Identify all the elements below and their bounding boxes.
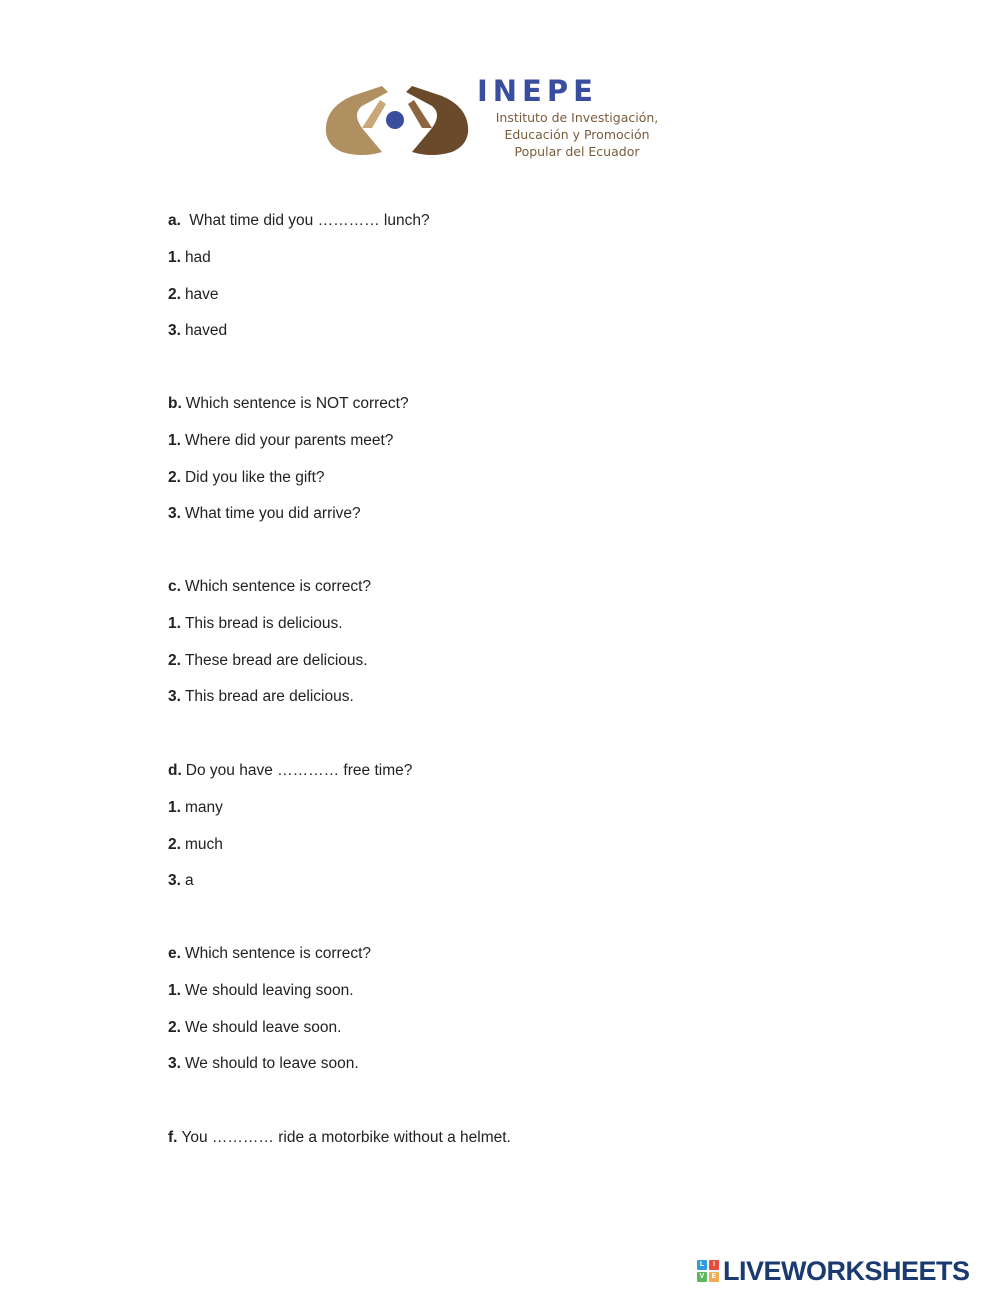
option-a-2[interactable] [168,286,219,304]
option-text: We should leaving soon. [184,982,354,999]
option-d-1[interactable] [168,799,223,817]
question-text: You ………… ride a motorbike without a helmet. [181,1129,511,1146]
option-number: 1. [168,799,181,816]
logo-subtitle-line-1: Instituto de Investigación, [495,110,659,125]
question-text: Which sentence is correct? [184,578,372,595]
badge-letter-i: I [709,1260,719,1270]
option-number: 3. [168,322,181,339]
option-number: 1. [168,432,181,449]
question-text: Which sentence is correct? [184,945,372,962]
option-number: 3. [168,1055,181,1072]
question-c [168,578,371,596]
option-text: Did you like the gift? [184,469,325,486]
option-a-1[interactable] [168,249,211,267]
option-text: These bread are delicious. [184,652,368,669]
option-number: 2. [168,652,181,669]
option-number: 1. [168,615,181,632]
question-f [168,1129,511,1147]
option-text: many [184,799,223,816]
question-label: c. [168,578,181,595]
logo-subtitle-line-3: Popular del Ecuador [514,144,640,159]
question-label: d. [168,762,182,779]
hands-emblem-icon [322,78,472,164]
question-d [168,762,412,780]
question-text: Which sentence is NOT correct? [185,395,409,412]
option-number: 2. [168,469,181,486]
option-text: This bread is delicious. [184,615,343,632]
option-text: This bread are delicious. [184,688,354,705]
option-number: 2. [168,836,181,853]
option-text: haved [184,322,228,339]
liveworksheets-logo [697,1256,970,1286]
option-number: 1. [168,982,181,999]
live-badge-icon [697,1260,719,1282]
option-e-2[interactable] [168,1019,341,1037]
option-number: 3. [168,505,181,522]
option-e-1[interactable] [168,982,354,1000]
question-b [168,395,409,413]
option-text: much [184,836,223,853]
option-text: What time you did arrive? [184,505,361,522]
liveworksheets-brand: LIVEWORKSHEETS [723,1255,970,1286]
question-a [168,212,430,230]
question-label: e. [168,945,181,962]
question-text: Do you have ………… free time? [185,762,413,779]
option-number: 3. [168,688,181,705]
option-text: have [184,286,219,303]
inepe-logo [322,72,682,164]
option-number: 1. [168,249,181,266]
badge-letter-e: E [709,1272,719,1282]
logo-title: INEPE [477,74,598,108]
option-c-1[interactable] [168,615,343,633]
option-d-3[interactable] [168,872,194,890]
option-c-2[interactable] [168,652,368,670]
logo-subtitle-line-2: Educación y Promoción [504,127,650,142]
option-number: 3. [168,872,181,889]
badge-letter-v: V [697,1272,707,1282]
option-b-1[interactable] [168,432,393,450]
option-text: had [184,249,211,266]
option-e-3[interactable] [168,1055,359,1073]
option-text: a [184,872,194,889]
option-a-3[interactable] [168,322,227,340]
option-b-3[interactable] [168,505,361,523]
question-label: b. [168,395,182,412]
option-text: We should to leave soon. [184,1055,359,1072]
option-b-2[interactable] [168,469,325,487]
option-number: 2. [168,1019,181,1036]
option-c-3[interactable] [168,688,354,706]
question-e [168,945,371,963]
option-text: We should leave soon. [184,1019,342,1036]
option-text: Where did your parents meet? [184,432,394,449]
question-label: a. [168,212,181,229]
question-text: What time did you ………… lunch? [184,212,430,229]
option-d-2[interactable] [168,836,223,854]
question-label: f. [168,1129,178,1146]
badge-letter-l: L [697,1260,707,1270]
option-number: 2. [168,286,181,303]
